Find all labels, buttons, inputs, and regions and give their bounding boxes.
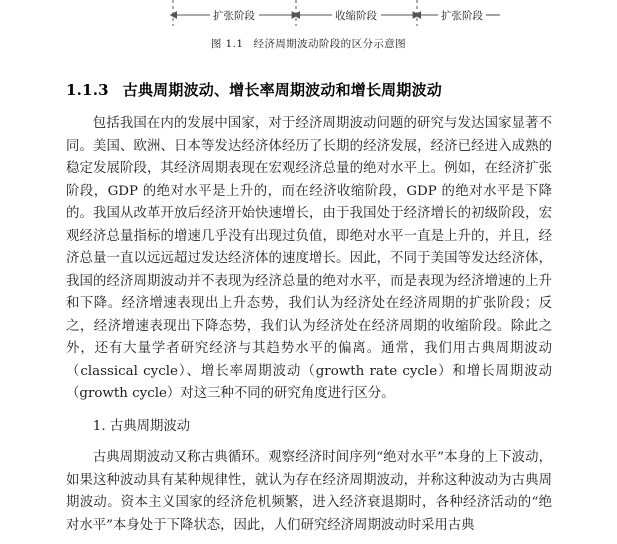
figure-diagram <box>0 0 617 30</box>
segment-3-label: 扩张阶段 <box>441 10 483 22</box>
figure-caption <box>0 36 617 51</box>
segment-2-label: 收缩阶段 <box>335 10 377 22</box>
paragraph-2: 古典周期波动又称古典循环。观察经济时间序列“绝对水平”本身的上下波动，如果这种波动具有某种规律性，就认为存在经济周期波动，并称这种波动为古典周期波动。资本主义国家的经济危机频繁，进入经济衰退期时，各种经济活动的“绝对水平”本身处于下降状态，因此，人们研究经济周期波动时采用古典 <box>66 450 552 533</box>
body-column <box>66 113 552 537</box>
figure-diagram-svg <box>0 0 617 30</box>
section-heading-number: 1.1.3 <box>66 81 109 99</box>
segment-1-label: 扩张阶段 <box>213 10 255 22</box>
figure-caption-number: 图 1.1 <box>210 38 244 50</box>
section-heading <box>66 79 552 100</box>
subsection-heading: 1. 古典周期波动 <box>92 418 191 434</box>
section-heading-text: 古典周期波动、增长率周期波动和增长周期波动 <box>122 81 442 99</box>
paragraph-1: 包括我国在内的发展中国家，对于经济周期波动问题的研究与发达国家显著不同。美国、欧洲、日本等发达经济体经历了长期的经济发展，经济已经进入成熟的稳定发展阶段，其经济周期表现在宏观经济总量的绝对水平上。例如，在经济扩张阶段，GDP 的绝对水平是上升的，而在经济收缩阶段，GDP 的绝对水平是下降的。我国从改革开放后经济开始快速增长，由于我国处于经济增长的初级阶段，宏观经济总量指标的增速几乎没有出现过负值，即绝对水平一直是上升的，并且，经济总量一直以远远超过发达经济体的速度增长。因此，不同于美国等发达经济体，我国的经济周期波动并不表现为经济总量的绝对水平，而是表现为经济增速的上升和下降。经济增速表现出上升态势，我们认为经济处在经济周期的扩张阶段；反之，经济增速表现出下降态势，我们认为经济处在经济周期的收缩阶段。除此之外，还有大量学者研究经济与其趋势水平的偏离。通常，我们用古典周期波动（classical cycle）、增长率周期波动（growth rate cycle）和增长周期波动（growth cycle）对这三种不同的研究角度进行区分。 <box>66 116 552 401</box>
figure-caption-text: 经济周期波动阶段的区分示意图 <box>253 38 407 50</box>
